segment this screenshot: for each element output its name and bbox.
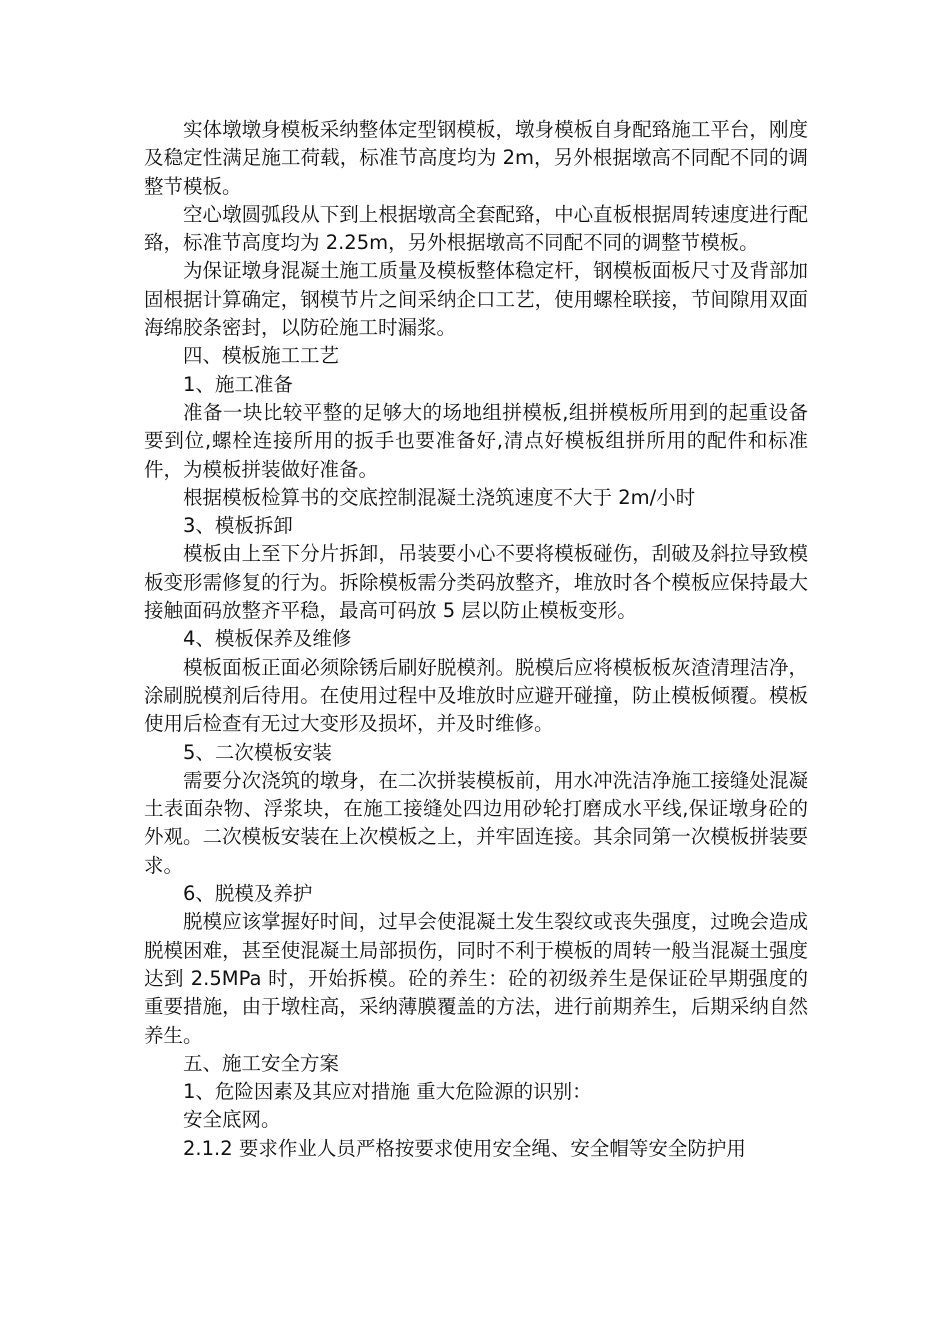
paragraph-hollow-pier-formwork: 空心墩圆弧段从下到上根据墩高全套配臵，中心直板根据周转速度进行配臵，标准节高度均为 2.25m，另外根据墩高不同配不同的调整节模板。 bbox=[144, 202, 808, 255]
heading-formwork-maintenance: 4、模板保养及维修 bbox=[183, 627, 352, 651]
paragraph-formwork-removal: 模板由上至下分片拆卸，吊装要小心不要将模板碰伤，刮破及斜拉导致模板变形需修复的行为。拆除模板需分类码放整齐，堆放时各个模板应保持最大接触面码放整齐平稳，最高可码放 5 层以防止模板变形。 bbox=[144, 542, 808, 623]
paragraph-safety-equipment: 2.1.2 要求作业人员严格按要求使用安全绳、安全帽等安全防护用 bbox=[183, 1136, 746, 1160]
line-safety-net: 安全底网。 bbox=[183, 1108, 281, 1132]
heading-hazard-identification: 1、危险因素及其应对措施 重大危险源的识别： bbox=[183, 1080, 592, 1104]
paragraph-demolding-curing: 脱模应该掌握好时间，过早会使混凝土发生裂纹或丧失强度，过晚会造成脱模困难，甚至使混凝土局部损伤，同时不利于模板的周转一般当混凝土强度达到 2.5MPa 时，开始拆模。砼的养生：砼的初级养生是保证砼早期强度的重要措施，由于墩柱高，采纳薄膜覆盖的方法，进行前期养生，后期采纳自然养生。 bbox=[144, 910, 808, 1047]
paragraph-second-installation: 需要分次浇筑的墩身，在二次拼装模板前，用水冲洗洁净施工接缝处混凝土表面杂物、浮浆块，在施工接缝处四边用砂轮打磨成水平线,保证墩身砼的外观。二次模板安装在上次模板之上，并牢固连接。其余同第一次模板拼装要求。 bbox=[144, 768, 808, 877]
heading-section-4: 四、模板施工工艺 bbox=[183, 344, 340, 368]
paragraph-pouring-speed: 根据模板检算书的交底控制混凝土浇筑速度不大于 2m/小时 bbox=[183, 485, 696, 509]
heading-demolding-curing: 6、脱模及养护 bbox=[183, 882, 313, 906]
heading-second-installation: 5、二次模板安装 bbox=[183, 740, 332, 764]
document-page bbox=[144, 116, 808, 1163]
heading-construction-prep: 1、施工准备 bbox=[183, 372, 293, 396]
paragraph-formwork-maintenance: 模板面板正面必须除锈后刷好脱模剂。脱模后应将模板板灰渣清理洁净，涂刷脱模剂后待用。在使用过程中及堆放时应避开碰撞，防止模板倾覆。模板使用后检查有无过大变形及损坏，并及时维修。 bbox=[144, 655, 808, 736]
heading-formwork-removal: 3、模板拆卸 bbox=[183, 514, 293, 538]
paragraph-construction-prep: 准备一块比较平整的足够大的场地组拼模板,组拼模板所用到的起重设备要到位,螺栓连接所用的扳手也要准备好,清点好模板组拼所用的配件和标准件，为模板拼装做好准备。 bbox=[144, 400, 808, 481]
paragraph-solid-pier-formwork: 实体墩墩身模板采纳整体定型钢模板，墩身模板自身配臵施工平台，刚度及稳定性满足施工荷载，标准节高度均为 2m，另外根据墩高不同配不同的调整节模板。 bbox=[144, 118, 808, 198]
heading-section-5: 五、施工安全方案 bbox=[183, 1051, 340, 1075]
paragraph-quality-assurance: 为保证墩身混凝土施工质量及模板整体稳定杆，钢模板面板尺寸及背部加固根据计算确定，钢模节片之间采纳企口工艺，使用螺栓联接，节间隙用双面海绵胶条密封，以防砼施工时漏浆。 bbox=[144, 259, 808, 340]
